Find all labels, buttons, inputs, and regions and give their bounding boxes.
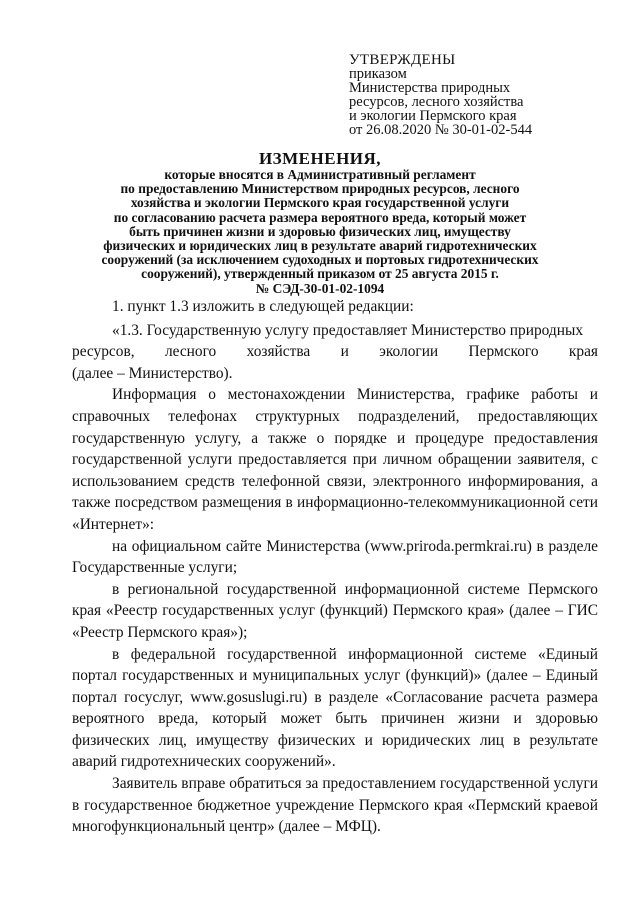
paragraph-federal-portal: в федеральной государственной информационной системе «Единый портал государственных и муниципальных услуг (функций)» (далее – Единый портал госуслуг, www.gosuslugi.ru) в разделе «Согласование расчета размера вероятного вреда, который может быть причинен жизни и здоровью физических лиц, имуществу физических и юридических лиц в результате аварий гидротехнических сооружений».: [72, 645, 598, 771]
title-line: физических и юридических лиц в результате аварий гидротехнических: [103, 238, 537, 254]
paragraph-official-site: на официальном сайте Министерства (www.priroda.permkrai.ru) в разделе Государственные услуги;: [72, 537, 598, 577]
title-line: по предоставлению Министерством природных ресурсов, лесного: [120, 181, 520, 197]
word: хозяйства: [246, 343, 311, 361]
title-heading: ИЗМЕНЕНИЯ,: [258, 149, 382, 168]
document-body: [72, 296, 598, 838]
approval-line: приказом: [349, 66, 407, 82]
title-line: быть причинен жизни и здоровью физических лиц, имуществу: [129, 223, 511, 239]
paragraph-clause-1-3-line2: [72, 341, 598, 363]
paragraph-mfc: Заявитель вправе обратиться за предоставлением государственной услуги в государственное бюджетное учреждение Пермского края «Пермский краевой многофункциональный центр» (далее – МФЦ).: [72, 775, 598, 836]
word: ресурсов,: [72, 343, 135, 361]
word: Пермского: [468, 343, 539, 361]
approval-heading: УТВЕРЖДЕНЫ: [349, 52, 456, 68]
title-line: которые вносятся в Административный регламент: [164, 167, 476, 182]
word: и: [340, 343, 349, 361]
paragraph-clause-1-3-line3: (далее – Министерство).: [72, 364, 233, 382]
word: края: [568, 343, 598, 361]
word: экологии: [379, 343, 439, 361]
approval-order-number: от 26.08.2020 № 30-01-02-544: [349, 122, 533, 138]
paragraph-clause-1-3-line1: «1.3. Государственную услугу предоставляет Министерство природных: [112, 321, 584, 339]
title-line: по согласованию расчета размера вероятного вреда, который может: [113, 209, 527, 225]
approval-line: ресурсов, лесного хозяйства: [349, 94, 524, 110]
title-line: сооружений (за исключением судоходных и портовых гидротехнических: [101, 252, 539, 268]
title-line: сооружений), утвержденный приказом от 25 августа 2015 г.: [141, 266, 499, 282]
document-title: [70, 149, 570, 296]
paragraph-information: Информация о местонахождении Министерства, графике работы и справочных телефонах структурных подразделений, предоставляющих государственную услугу, а также о порядке и процедуре предоставления государственной услуги предоставляется при личном обращении заявителя, с использованием средств телефонной связи, электронного информирования, а также посредством размещения в информационно-телекоммуникационной сети «Интернет»:: [72, 386, 598, 533]
approval-line: Министерства природных: [349, 80, 511, 96]
paragraph-regional-system: в региональной государственной информационной системе Пермского края «Реестр государственных услуг (функций) Пермского края» (далее – ГИС «Реестр Пермского края»);: [72, 580, 598, 641]
paragraph-amendment-point: 1. пункт 1.3 изложить в следующей редакции:: [112, 298, 414, 315]
word: лесного: [164, 343, 217, 361]
title-line: хозяйства и экологии Пермского края государственной услуги: [130, 195, 510, 211]
approval-stamp: [349, 53, 609, 137]
approval-line: и экологии Пермского края: [349, 108, 517, 124]
title-order-number: № СЭД-30-01-02-1094: [255, 280, 385, 296]
